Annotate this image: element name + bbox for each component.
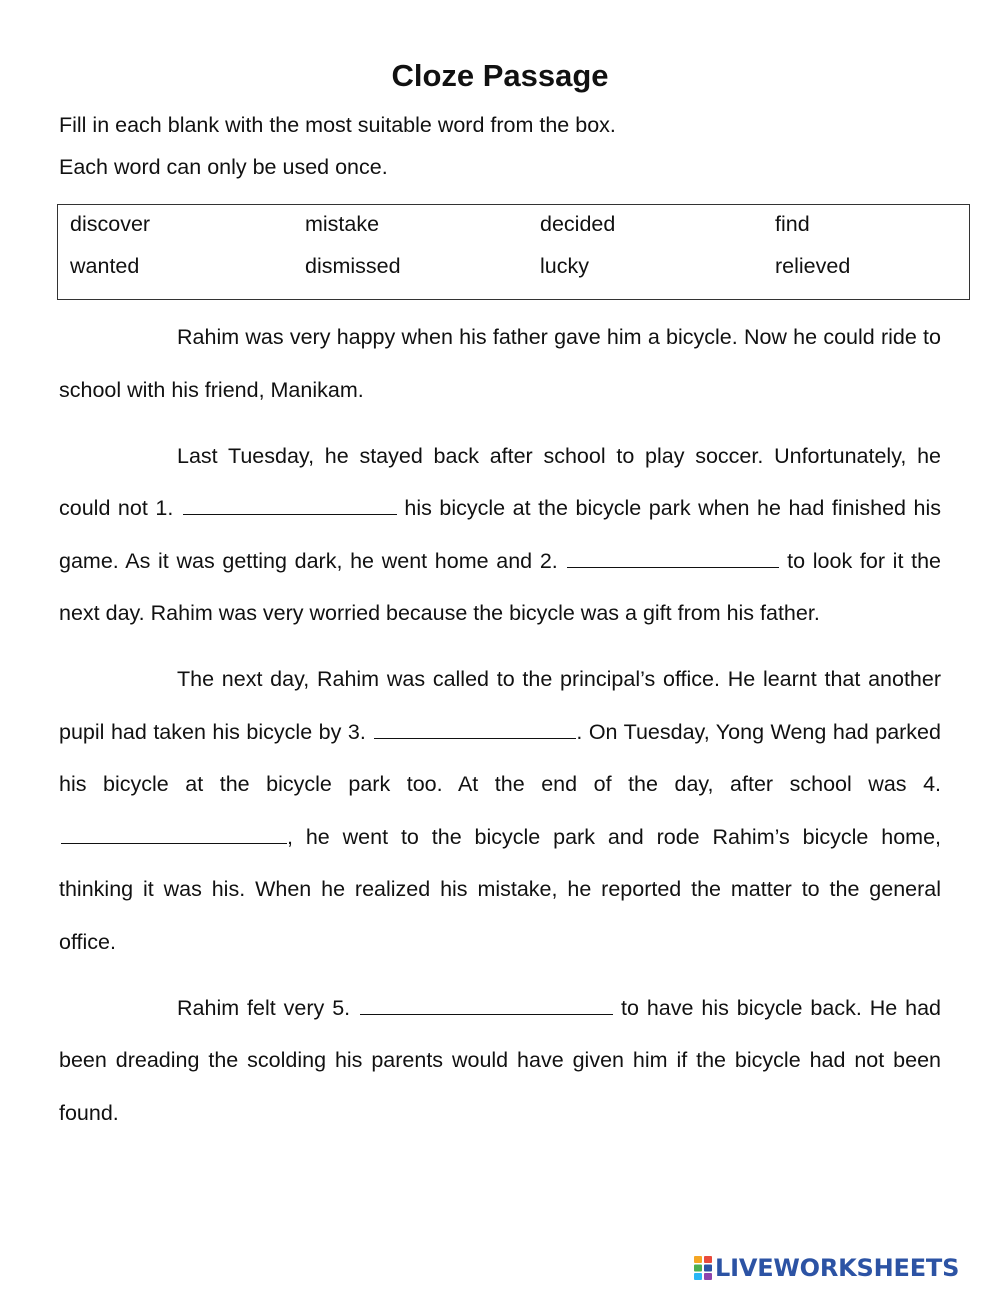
paragraph-text: to look for it the next day. Rahim was very worried because the bicycle was a gift from his father. xyxy=(59,548,941,625)
paragraph-1-text: Rahim was very happy when his father gave him a bicycle. Now he could ride to school with his friend, Manikam. xyxy=(59,325,941,402)
blank-4-input[interactable] xyxy=(61,825,287,844)
blank-2-input[interactable] xyxy=(567,549,779,568)
word-bank-item: discover xyxy=(70,212,151,236)
instruction-line-1: Fill in each blank with the most suitable word from the box. xyxy=(59,113,616,137)
paragraph-text: his bicycle at the bicycle park when he had finished his game. As it was getting dark, he went home and xyxy=(59,496,941,573)
word-bank-box xyxy=(57,204,970,300)
page-title: Cloze Passage xyxy=(391,58,609,93)
word-bank-item: lucky xyxy=(540,254,589,278)
paragraph-text: to have his bicycle back. He had been dreading the scolding his parents would have given him if the bicycle had not been found. xyxy=(59,995,941,1125)
blank-2-number: 2. xyxy=(539,548,558,573)
word-bank-item: dismissed xyxy=(305,254,401,278)
blank-5-number: 5. xyxy=(332,995,351,1020)
word-bank-item: relieved xyxy=(775,254,851,278)
paragraph-text: Last Tuesday, he stayed back after school to play soccer. Unfortunately, he could not xyxy=(59,443,941,520)
liveworksheets-logo-icon xyxy=(694,1256,712,1280)
word-bank-item: mistake xyxy=(305,212,380,236)
paragraph-2 xyxy=(59,430,941,640)
paragraph-1 xyxy=(59,311,941,416)
blank-1-input[interactable] xyxy=(183,496,397,515)
blank-3-input[interactable] xyxy=(374,720,576,739)
paragraph-text: . On Tuesday, Yong Weng had parked his bicycle at the bicycle park too. At the end of the day, after school was xyxy=(59,719,941,796)
blank-3-number: 3. xyxy=(347,719,366,744)
word-bank-item: wanted xyxy=(70,254,140,278)
blank-1-number: 1. xyxy=(155,496,174,520)
word-bank-item: find xyxy=(775,212,810,236)
paragraph-text: The next day, Rahim was called to the principal’s office. He learnt that another pupil had taken his bicycle by xyxy=(59,667,941,744)
word-bank-item: decided xyxy=(540,212,616,236)
cloze-passage xyxy=(59,311,941,1153)
brand-name: LIVEWORKSHEETS xyxy=(715,1254,960,1282)
paragraph-4 xyxy=(59,982,941,1140)
paragraph-3 xyxy=(59,653,941,968)
liveworksheets-brand[interactable] xyxy=(694,1253,959,1283)
blank-5-input[interactable] xyxy=(360,996,613,1015)
paragraph-text: , he went to the bicycle park and rode Rahim’s bicycle home, thinking it was his. When he realized his mistake, he reported the matter to the general office. xyxy=(59,824,941,954)
paragraph-text: Rahim felt very xyxy=(177,995,333,1020)
blank-4-number: 4. xyxy=(923,772,941,796)
instruction-line-2: Each word can only be used once. xyxy=(59,155,388,179)
